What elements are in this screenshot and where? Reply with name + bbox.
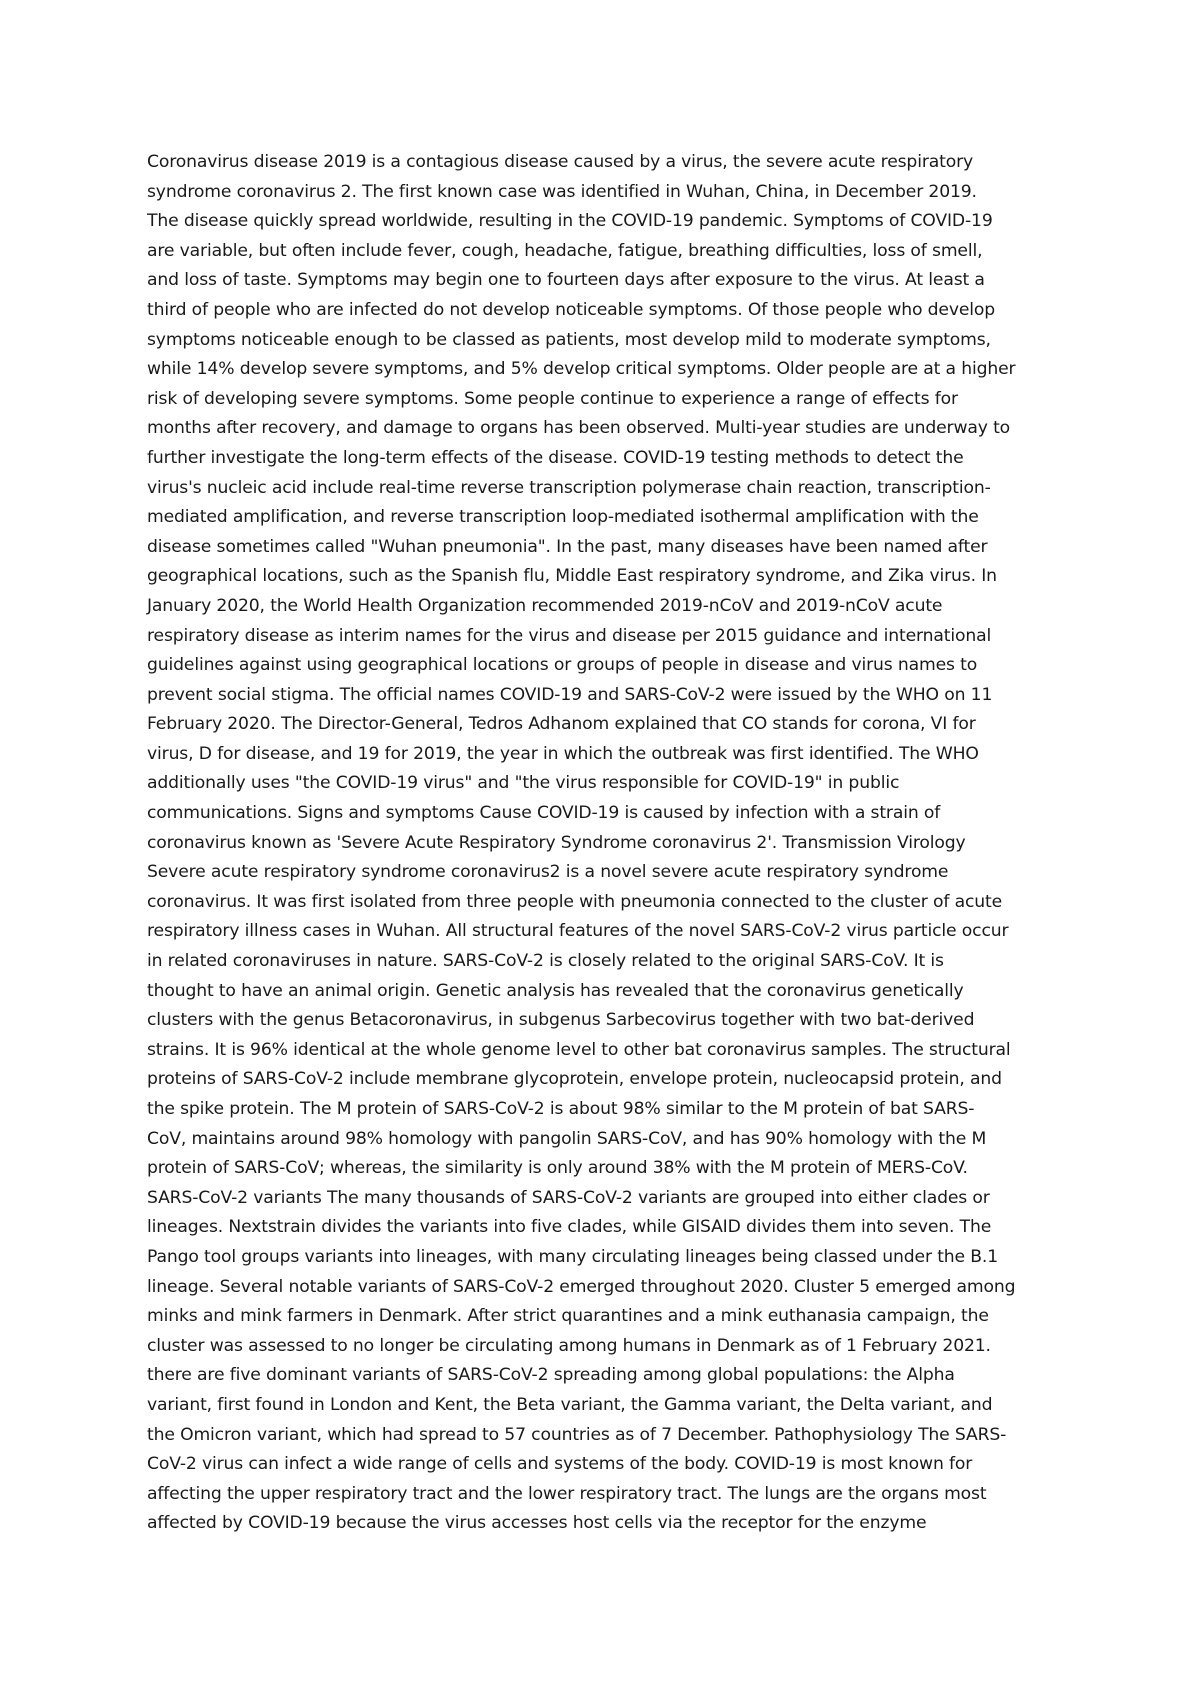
text-line: prevent social stigma. The official names COVID-19 and SARS-CoV-2 were issued by the WHO on 11: [147, 684, 993, 705]
text-line: strains. It is 96% identical at the whole genome level to other bat coronavirus samples. The structural: [147, 1039, 1011, 1060]
text-line: Coronavirus disease 2019 is a contagious disease caused by a virus, the severe acute respiratory: [147, 152, 974, 172]
text-line: respiratory disease as interim names for the virus and disease per 2015 guidance and international: [147, 625, 992, 646]
text-line: are variable, but often include fever, cough, headache, fatigue, breathing difficulties, loss of smell,: [147, 240, 983, 261]
text-line: additionally uses "the COVID-19 virus" and "the virus responsible for COVID-19" in public: [147, 773, 900, 794]
text-line: affecting the upper respiratory tract and the lower respiratory tract. The lungs are the organs most: [147, 1483, 987, 1504]
text-line: while 14% develop severe symptoms, and 5% develop critical symptoms. Older people are at a higher: [147, 359, 1016, 380]
text-line: the spike protein. The M protein of SARS-CoV-2 is about 98% similar to the M protein of bat SARS-: [147, 1099, 975, 1119]
text-line: virus, D for disease, and 19 for 2019, the year in which the outbreak was first identified. The WHO: [147, 743, 979, 764]
text-line: cluster was assessed to no longer be circulating among humans in Denmark as of 1 February 2021.: [147, 1335, 991, 1356]
body-paragraph: [147, 148, 1077, 1539]
text-line: protein of SARS-CoV; whereas, the similarity is only around 38% with the M protein of MERS-CoV.: [147, 1158, 968, 1179]
text-line: Pango tool groups variants into lineages, with many circulating lineages being classed under the B.1: [147, 1246, 999, 1267]
text-line: the Omicron variant, which had spread to 57 countries as of 7 December. Pathophysiology The SARS-: [147, 1424, 1007, 1445]
text-line: lineages. Nextstrain divides the variants into five clades, while GISAID divides them into seven. The: [147, 1217, 992, 1238]
text-line: coronavirus known as 'Severe Acute Respiratory Syndrome coronavirus 2'. Transmission Virology: [147, 832, 966, 853]
text-line: coronavirus. It was first isolated from three people with pneumonia connected to the cluster of acute: [147, 891, 1003, 912]
text-line: and loss of taste. Symptoms may begin one to fourteen days after exposure to the virus. At least a: [147, 270, 985, 291]
text-line: communications. Signs and symptoms Cause COVID-19 is caused by infection with a strain of: [147, 803, 941, 824]
text-line: disease sometimes called "Wuhan pneumonia". In the past, many diseases have been named after: [147, 536, 988, 557]
text-line: affected by COVID-19 because the virus accesses host cells via the receptor for the enzyme: [147, 1513, 927, 1534]
text-line: virus's nucleic acid include real-time reverse transcription polymerase chain reaction, transcription-: [147, 477, 991, 498]
text-line: thought to have an animal origin. Genetic analysis has revealed that the coronavirus genetically: [147, 980, 964, 1001]
text-line: CoV-2 virus can infect a wide range of cells and systems of the body. COVID-19 is most known for: [147, 1454, 973, 1475]
text-line: in related coronaviruses in nature. SARS-CoV-2 is closely related to the original SARS-CoV. It is: [147, 951, 944, 972]
text-line: Severe acute respiratory syndrome coronavirus2 is a novel severe acute respiratory syndrome: [147, 862, 949, 883]
text-line: third of people who are infected do not develop noticeable symptoms. Of those people who develop: [147, 299, 996, 320]
text-line: January 2020, the World Health Organization recommended 2019-nCoV and 2019-nCoV acute: [147, 595, 943, 616]
text-line: months after recovery, and damage to organs has been observed. Multi-year studies are underway to: [147, 418, 1011, 439]
text-line: proteins of SARS-CoV-2 include membrane glycoprotein, envelope protein, nucleocapsid protein, and: [147, 1069, 1002, 1090]
text-line: symptoms noticeable enough to be classed as patients, most develop mild to moderate symptoms,: [147, 329, 991, 350]
text-line: The disease quickly spread worldwide, resulting in the COVID-19 pandemic. Symptoms of COVID-19: [147, 211, 993, 232]
text-line: variant, first found in London and Kent, the Beta variant, the Gamma variant, the Delta variant, and: [147, 1394, 993, 1415]
text-line: there are five dominant variants of SARS-CoV-2 spreading among global populations: the Alpha: [147, 1365, 955, 1386]
text-line: syndrome coronavirus 2. The first known case was identified in Wuhan, China, in December 2019.: [147, 181, 977, 202]
text-line: CoV, maintains around 98% homology with pangolin SARS-CoV, and has 90% homology with the M: [147, 1128, 987, 1149]
text-line: lineage. Several notable variants of SARS-CoV-2 emerged throughout 2020. Cluster 5 emerged among: [147, 1276, 1016, 1297]
text-line: guidelines against using geographical locations or groups of people in disease and virus names to: [147, 655, 978, 676]
text-line: mediated amplification, and reverse transcription loop-mediated isothermal amplification with the: [147, 507, 979, 528]
text-line: minks and mink farmers in Denmark. After strict quarantines and a mink euthanasia campaign, the: [147, 1306, 989, 1327]
text-line: further investigate the long-term effects of the disease. COVID-19 testing methods to detect the: [147, 447, 964, 468]
text-line: February 2020. The Director-General, Tedros Adhanom explained that CO stands for corona, VI for: [147, 714, 976, 735]
text-line: respiratory illness cases in Wuhan. All structural features of the novel SARS-CoV-2 virus particle occur: [147, 921, 1009, 942]
text-line: SARS-CoV-2 variants The many thousands of SARS-CoV-2 variants are grouped into either clades or: [147, 1187, 990, 1208]
text-line: clusters with the genus Betacoronavirus, in subgenus Sarbecovirus together with two bat-derived: [147, 1010, 975, 1031]
text-line: geographical locations, such as the Spanish flu, Middle East respiratory syndrome, and Zika virus. In: [147, 566, 997, 587]
text-line: risk of developing severe symptoms. Some people continue to experience a range of effects for: [147, 388, 958, 409]
